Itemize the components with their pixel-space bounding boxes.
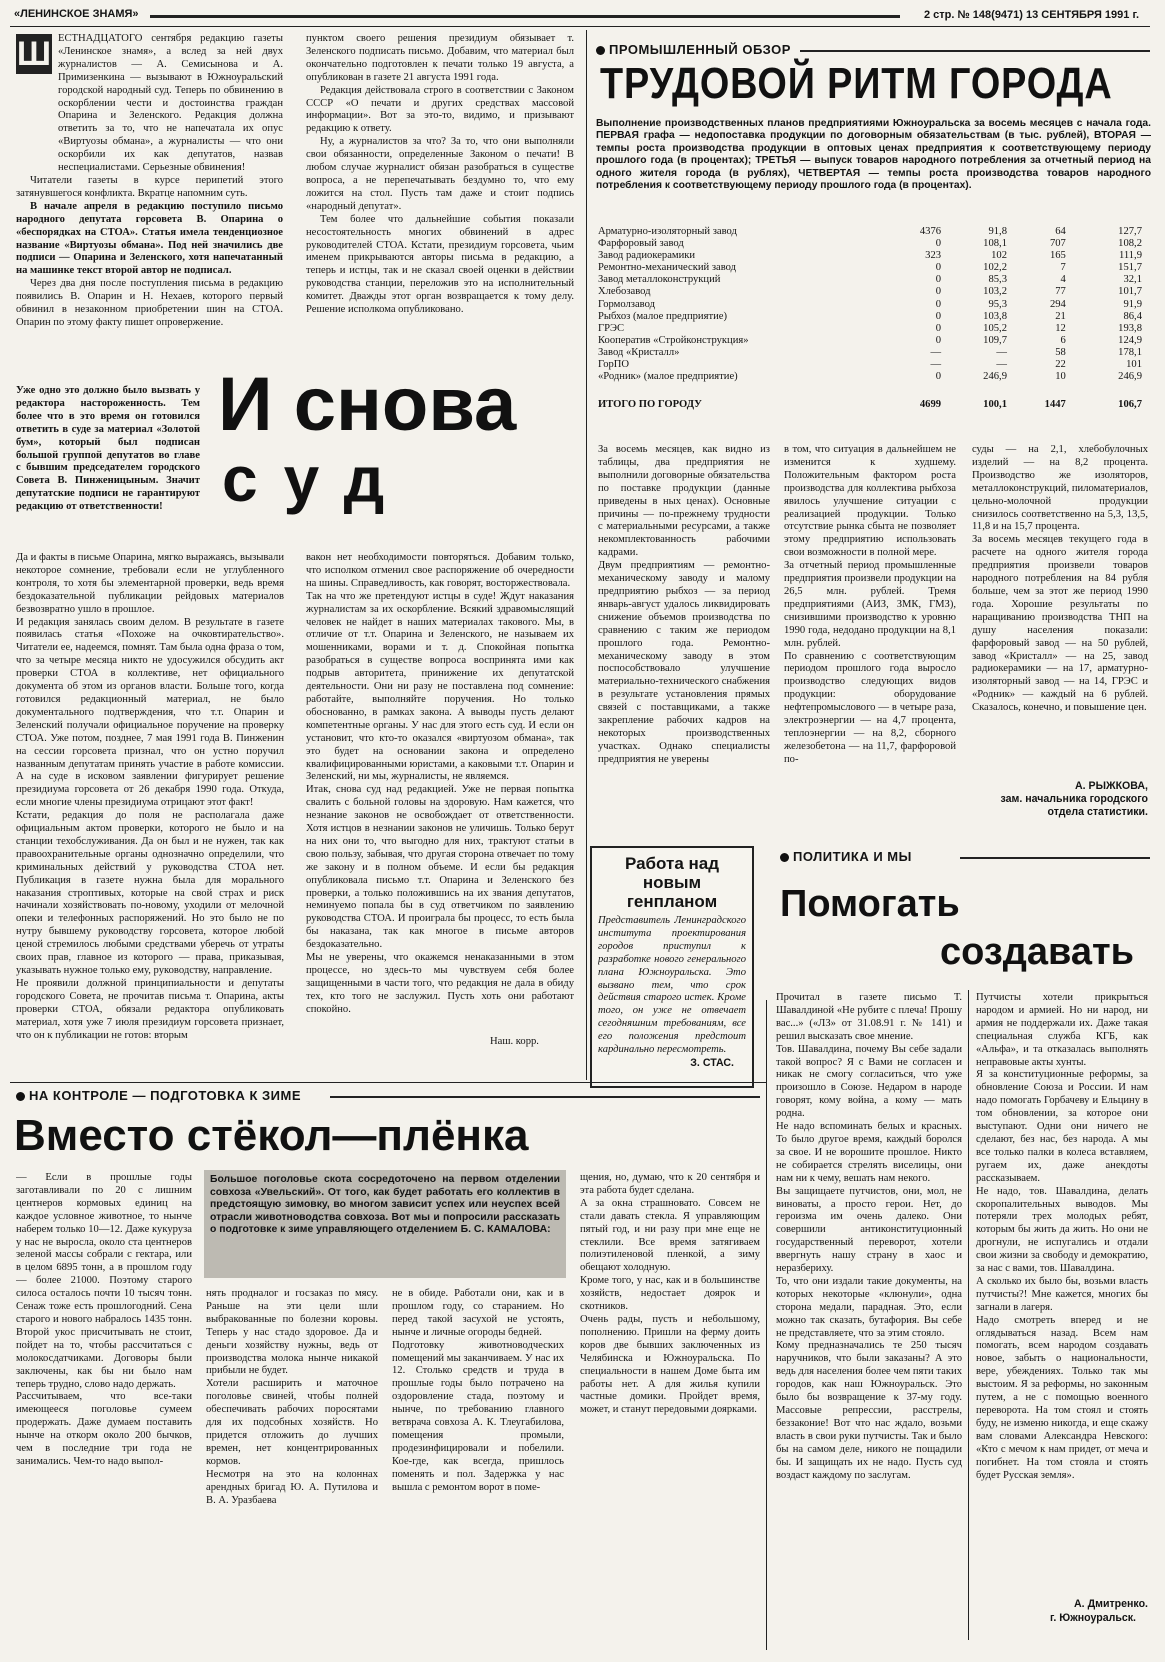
table-row bbox=[598, 299, 1146, 311]
table-row bbox=[598, 286, 1146, 298]
table-cell-c2: — bbox=[996, 359, 1007, 371]
article5-kicker-rule bbox=[330, 1096, 760, 1098]
enterprise-name: ГРЭС bbox=[598, 322, 625, 334]
table-cell-c4: 101 bbox=[1126, 359, 1142, 371]
paper-name: «ЛЕНИНСКОЕ ЗНАМЯ» bbox=[14, 8, 139, 20]
header-rule-bottom bbox=[10, 26, 1150, 27]
bullet-icon bbox=[780, 853, 789, 862]
enterprise-name: Кооператив «Стройконструкция» bbox=[598, 334, 749, 346]
bullet-icon bbox=[16, 1092, 25, 1101]
article1-col2-p1: пунктом своего решения президиум обязывает т. Зеленского подписать письмо. Добавим, что материал был окончательно подготовлен к печати только 19 августа, а опубликован в газете 21 августа 1991 года. bbox=[306, 33, 574, 83]
table-row bbox=[598, 250, 1146, 262]
article5-top-rule bbox=[10, 1082, 766, 1083]
article1-title-line1: И снова bbox=[218, 362, 517, 447]
article2-col1: За восемь месяцев, как видно из таблицы, два предприятия не выполнили договорные обязательства по поставке продукции (данные приведены в ных ценах). Основные причины — по-прежнему трудности с материальными ресурсами, а также некомплектованность рабочими кадрами. Двум предприятиям — ремонтно-механическому заводу и малому предприятию рыбхоз — за период январь-август удалось ликвидировать снижение объемов производства по сравнению с таким же периодом прошлого года. Ремонтно-механическому заводу в этом поспособствовало улучшение материально-технического снабжения в результате установления прямых связей с поставщиками, а также закрепление рабочих кадров на некоторых производственных участках. Однако специалисты предприятия не уверены bbox=[598, 444, 770, 765]
production-table-grid bbox=[598, 226, 1146, 383]
table-cell-c2: 85,3 bbox=[988, 274, 1007, 286]
article1-title-line2: суд bbox=[222, 443, 411, 515]
table-cell-c4: 193,8 bbox=[1118, 322, 1142, 334]
table-cell-c2: 246,9 bbox=[983, 371, 1007, 383]
table-cell-c4: 178,1 bbox=[1118, 346, 1142, 358]
article4-divider bbox=[968, 990, 969, 1640]
production-table-total bbox=[598, 399, 1146, 411]
article2-intro: Выполнение производственных планов предприятиями Южноуральска за восемь месяцев с начала года. ПЕРВАЯ графа — недопоставка продукции по договорным обязательствам (в тыс. рублей), ВТОРАЯ — темпы роста производства продукции в оптовых ценах предприятия к соответствующему периоду прошлого года (в процентах); ТРЕТЬЯ — выпуск товаров народного потребления за отчетный период на одного жителя города (в рублях), ЧЕТВЕРТАЯ — темпы роста производства товаров народного потребления к соответствующему периоду прошлого года (в процентах). bbox=[596, 118, 1151, 192]
table-cell-c1: 0 bbox=[935, 262, 942, 274]
article5-col3: не в обиде. Работали они, как и в прошлом году, со старанием. Но перед такой засухой не устоять, нынче и личные огороды бедней. Подготовку животноводческих помещений мы заканчиваем. У нас их 12. Столько средств и труда в прошлые годы было потрачено на оздоровление стада, поэтому и нынче, по требованию главного ветврача совхоза А. К. Тлеугабилова, помещения промыли, продезинфицировали и побелили. Кое-где, как всегда, пришлось поменять и пол. Задержка у нас вышла с ремонтом ворот в поме- bbox=[392, 1288, 564, 1493]
article2-sig-name: А. РЫЖКОВА, bbox=[1075, 780, 1148, 792]
table-cell-c1: — bbox=[930, 359, 942, 371]
table-row bbox=[598, 226, 1146, 238]
article4-title-line1: Помогать bbox=[780, 883, 960, 925]
article3-body: Представитель Ленинградского института проектирования городов приступил к разработке нового генерального плана Южноуральска. Это вызвано тем, что срок действия старого истек. Кроме того, он уже не отвечает сегодняшним требованиям, все его положения предстоит кардинально пересмотреть. bbox=[598, 915, 746, 1055]
table-cell-c3: 707 bbox=[1049, 238, 1066, 250]
table-row bbox=[598, 274, 1146, 286]
table-cell-c1: 0 bbox=[935, 298, 942, 310]
article2-kicker-rule bbox=[800, 50, 1150, 52]
table-cell-c3: 77 bbox=[1055, 286, 1066, 298]
table-cell-c3: 10 bbox=[1055, 371, 1066, 383]
article4-sig-city: г. Южноуральск. bbox=[1049, 1612, 1136, 1624]
production-table bbox=[598, 226, 1146, 411]
table-row bbox=[598, 323, 1146, 335]
table-cell-c4: 32,1 bbox=[1123, 274, 1142, 286]
table-cell-c1: 0 bbox=[935, 238, 942, 250]
table-cell-c4: 124,9 bbox=[1118, 334, 1142, 346]
article1-p3: Через два дня после поступления письма в редакцию появились В. Опарин и Н. Нехаев, которого первый обвинил в незаконном приобретении шин на СТОА. Опарин по этому факту пишет опровержение. bbox=[16, 278, 283, 328]
table-row bbox=[598, 371, 1146, 383]
enterprise-name: Завод «Кристалл» bbox=[598, 346, 680, 358]
article2-title: ТРУДОВОЙ РИТМ ГОРОДА bbox=[600, 59, 1113, 108]
table-row-total bbox=[598, 399, 1146, 411]
total-c2: 100,1 bbox=[983, 399, 1007, 411]
article1-col1-lower: Уже одно это должно было вызвать у редактора настороженность. Тем более что в это время он готовился ответить в суде за материал «Золотой бум», который был подписан большой группой депутатов во главе с бывшим председателем городского Совета В. Пинженицыным. Значит депутатские подписи не гарантируют редакцию от ответственности! bbox=[16, 385, 200, 513]
table-cell-c4: 127,7 bbox=[1118, 226, 1142, 237]
article1-col2-top bbox=[306, 33, 574, 363]
table-cell-c2: 91,8 bbox=[988, 226, 1007, 237]
table-cell-c3: 4 bbox=[1060, 274, 1066, 286]
article4-kicker: ПОЛИТИКА И МЫ bbox=[780, 849, 912, 864]
table-cell-c3: 64 bbox=[1055, 226, 1066, 237]
table-cell-c4: 111,9 bbox=[1118, 250, 1142, 262]
table-cell-c3: 165 bbox=[1049, 250, 1066, 262]
page-info: 2 стр. № 148(9471) 13 СЕНТЯБРЯ 1991 г. bbox=[923, 9, 1139, 21]
article4-col2: Путчисты хотели прикрыться народом и армией. Но ни народ, ни армия не поддержали их. Даже такая специальная служба КГБ, как «Альфа», и та отказалась выполнять неправовые акты хунты. Я за конституционные реформы, за обновление Союза и России. И нам надо помогать Горбачеву и Ельцину в том обновлении, за которое они выступают. Одни они ничего не сделают, без нас, без народа. А мы все только палки в колеса вставляем, ругаем их, даже анекдоты рассказываем. Не надо, тов. Шавалдина, делать скоропалительных выводов. Мы потеряли трех молодых ребят, которым бы жить да жить. Но они не дрогнули, не испугались и отдали свои жизни за свободу и демократию, за нас с вами, тов. Шавалдина. А сколько их было бы, возьми власть путчисты?! Мне кажется, многих бы загнали в лагеря. Надо смотреть вперед и не оглядываться назад. Всем нам помогать, всем народом создавать новое, забыть о национальности, вере, убеждениях. Только так мы выстоим. Я за реформы, но законным путем, а не с помощью военного переворота. На том стоял и стоять буду, не изменю никогда, и еще скажу вам словами Александра Невского: «Кто с мечом к нам придет, от меча и погибнет. На том стояла и стоять будет Русская земля». bbox=[976, 992, 1148, 1481]
table-cell-c3: 22 bbox=[1055, 359, 1066, 371]
article1-p1: Читатели газеты в курсе перипетий этого затянувшегося конфликта. Вкратце напомним суть. bbox=[16, 174, 283, 199]
table-cell-c1: — bbox=[930, 346, 942, 358]
table-cell-c2: 103,8 bbox=[983, 310, 1007, 322]
table-row bbox=[598, 347, 1146, 359]
table-cell-c3: 6 bbox=[1060, 334, 1066, 346]
article2-col3: суды — на 2,1, хлебобулочных изделий — на 8,2 процента. Производство же изоляторов, металлоконструкций, пиломатериалов, цельно-молочной продукции снизилось соответственно на 5,3, 13,5, 11,8 и на 15,7 процента. За восемь месяцев текущего года в расчете на одного жителя города предприятия произвели товаров народного потребления на 84 рубля больше, чем за этот же период 1990 года. Хорошие результаты по наращиванию производства ТНП на душу населения показали: фарфоровый завод — на 50 рублей, завод «Кристалл» — на 25, завод радиокерамики — на 17, арматурно-изоляторный завод — на 14, ГРЭС и «Родник» — каждый на 6 рублей. Сказалось, конечно, и повышение цен. bbox=[972, 444, 1148, 714]
table-cell-c1: 0 bbox=[935, 274, 942, 286]
table-row bbox=[598, 238, 1146, 250]
table-cell-c3: 21 bbox=[1055, 310, 1066, 322]
enterprise-name: Завод металлоконструкций bbox=[598, 274, 721, 286]
total-c3: 1447 bbox=[1044, 399, 1066, 411]
table-cell-c2: 102,2 bbox=[983, 262, 1007, 274]
article5-kicker: НА КОНТРОЛЕ — ПОДГОТОВКА К ЗИМЕ bbox=[16, 1088, 301, 1103]
total-name: ИТОГО ПО ГОРОДУ bbox=[598, 399, 702, 411]
article5-title: Вместо стёкол—плёнка bbox=[14, 1111, 529, 1160]
table-cell-c3: 7 bbox=[1060, 262, 1066, 274]
enterprise-name: Хлебозавод bbox=[598, 286, 651, 298]
table-cell-c4: 108,2 bbox=[1118, 238, 1142, 250]
enterprise-name: Гормолзавод bbox=[598, 298, 655, 310]
table-cell-c4: 101,7 bbox=[1118, 286, 1142, 298]
article4-kicker-rule bbox=[960, 857, 1150, 859]
article4-title-line2: создавать bbox=[940, 931, 1134, 973]
drop-cap: Ш bbox=[16, 35, 52, 73]
table-cell-c1: 0 bbox=[935, 371, 942, 383]
article5-col2: нять продналог и госзаказ по мясу. Раньше на эти цели шли выбракованные по болезни коровы. Теперь у нас стадо здоровое. Да и деньги хозяйству нужны, ведь от производства молока нынче никакой прибыли не будет. Хотели расширить и маточное поголовье свиней, чтобы полней обеспечивать рабочих поросятами для их подсобных хозяйств. Но придется отложить до лучших времен, нет концентрированных кормов. Несмотря на это на колоннах арендных бригад Ю. А. Путилова и В. А. Уразбаева bbox=[206, 1288, 378, 1506]
article4-left-divider bbox=[766, 1000, 767, 1650]
table-cell-c3: 58 bbox=[1055, 346, 1066, 358]
article1-below-right: вакон нет необходимости повторяться. Добавим только, что исполком отменил свое распоряжение об очередности на шины. Справедливость, как говорят, восторжествовала. Так на что же претендуют истцы в суде! Ждут наказания журналистам за их оскорбление. Всякий здравомыслящий человек не найдет в наших материалах такового. Мы, в отличие от т.т. Опарина и Зеленского, не называем их мошенниками, ворами и т. д. Спокойная попытка разобраться в существе вопроса воспринята ими как подрыв авторитета, принижение их депутатской деятельности. Они ни разу не поставлена под сомнение: работайте, выполняйте поручения. Но только обоснованно, в рамках закона. А выводы пусть делают компетентные органы. У нас для этого есть суд. И если он установит, что кто-то оказался «виртуозом обмана», так это будет на основании закона и определено квалифицированными юристами, а каковыми т.т. Опарин и Зеленский, ни мы, журналисты, не являемся. Итак, снова суд над редакцией. Уже не первая попытка свалить с больной головы на здоровую. Нам кажется, что незнание законов не освобождает от ответственности. Хотя истцов в незнании законов не уличишь. Только берут на них они то, что выгодно для них, трактуют статьи в свою пользу, забывая, что другая сторона отвечает по тому же закону и в полном объеме. И если бы редакция опубликовала письмо т.т. Опарина и Зеленского без проверки, а только положившись на их звания депутатов, неминуемо попала бы в суд ответчиком по заявлению руководства СТОА. И проиграла бы процесс, то есть была бы наказана, так как многое в письме авторов бездоказательно. Мы не уверены, что окажемся ненаказанными в этом процессе, но здесь-то мы чувствуем себя более защищенными в части того, что редакция не дала в обиду тех, кто того не заслужил. Пусть хоть они работают спокойно. bbox=[306, 552, 574, 1015]
table-cell-c2: 102 bbox=[991, 250, 1007, 262]
bullet-icon bbox=[596, 46, 605, 55]
table-cell-c1: 323 bbox=[925, 250, 942, 262]
article1-col2-p2: Редакция действовала строго в соответствии с Законом СССР «О печати и других средствах массовой информации». Вот за это-то, видимо, и призывают редакцию к ответу. bbox=[306, 84, 574, 135]
total-c4: 106,7 bbox=[1118, 399, 1142, 411]
table-cell-c2: 109,7 bbox=[983, 334, 1007, 346]
header-rule bbox=[150, 15, 900, 18]
article2-col2: в том, что ситуация в дальнейшем не изменится к худшему. Положительным фактором роста производства для коллектива рыбхоза явилось улучшение ситуации с реализацией продукции. Только отсутствие рынка сбыта не позволяет этому предприятию использовать свои возможности в полной мере. За отчетный период промышленные предприятия произвели продукции на 26,5 млн. рублей. Тремя предприятиями (АИЗ, ЗМК, ГМЗ), снизившими производство к уровню 1990 года, недодано продукции на 8,1 млн. рублей. По сравнению с соответствующим периодом прошлого года выросло производство следующих видов продукции: оборудование нефтепромыслового — в четыре раза, электроэнергии — на 4,7 процента, теплоэнергии — на 8,2, сборного железобетона — на 11,7, фарфоровой по- bbox=[784, 444, 956, 765]
enterprise-name: ГорПО bbox=[598, 359, 630, 371]
article1-lead: ЕСТНАДЦАТОГО сентября редакцию газеты «Ленинское знамя», а вслед за ней двух журналистов — А. Семисынова и А. Примизенкина — вызывают в Южноуральский городской народный суд. Теперь по обвинению в оскорблении чести и достоинства граждан Опарина и Зеленского. Редакция должна ответить за то, что не напечатала их опус «Виртуозы обмана», а журналисты — что они оскорбили их как депутатов, назвав неспециалистами. Серьезные обвинения! bbox=[58, 33, 283, 174]
enterprise-name: Завод радиокерамики bbox=[598, 250, 696, 262]
table-row bbox=[598, 311, 1146, 323]
table-cell-c2: 108,1 bbox=[983, 238, 1007, 250]
article2-kicker: ПРОМЫШЛЕННЫЙ ОБЗОР bbox=[596, 42, 791, 57]
article3-signature: З. СТАС. bbox=[690, 1057, 734, 1069]
table-cell-c3: 294 bbox=[1049, 298, 1066, 310]
enterprise-name: Арматурно-изоляторный завод bbox=[598, 226, 737, 237]
table-row bbox=[598, 335, 1146, 347]
article4-col1: Прочитал в газете письмо Т. Шавалдиной «Не рубите с плеча! Прошу вас...» («ЛЗ» от 31.08.91 г. № 141) и решил высказать свое мнение. Тов. Шавалдина, почему Вы себе задали такой вопрос? Я с Вами не согласен и никак не смогу согласиться, что уже произошло в Союзе. Недаром в народе говорят, кому война, а кому — мать родна. Не надо вспоминать белых и красных. То было другое время, каждый боролся за свое. И не ворошите прошлое. Никто не собирается стрелять виселицы, они нам ни к чему, вешать нам некого. Вы защищаете путчистов, они, мол, не виноваты, а просто герои. Нет, до героизма им очень далеко. Они совершили антиконституционный государственный переворот, хотели ввергнуть нашу страну в хаос и неразбериху. То, что они издали такие документы, на которых некоторые «клюнули», одна сторона медали, парадная. Это, если можно так сказать, бутафория. Вы себе не представляете, что за этим стояло. Кому предназначались те 250 тысяч наручников, что были заказаны? А это ведь для населения более чем пяти таких городов, как наш Южноуральск. Это было бы возвращение к 37-му году. Массовые репрессии, расстрелы, беззаконие! Вот что нас ждало, возьми власть в свои руки путчисты. Так и было бы на самом деле, никого не пощадили бы. И защищать их не надо. Пусть суд воздаст каждому по заслугам. bbox=[776, 992, 962, 1481]
table-row bbox=[598, 359, 1146, 371]
table-row bbox=[598, 262, 1146, 274]
article5-intro-box: Большое поголовье скота сосредоточено на первом отделении совхоза «Увельский». От того, как будет работать его коллектив в предстоящую зимовку, во многом зависит успех или неуспех всей отрасли животноводства совхоза. Вот мы и попросили рассказать о подготовке к зиме управляющего отделением Б. С. КАМАЛОВА: bbox=[204, 1170, 566, 1278]
enterprise-name: Ремонтно-механический завод bbox=[598, 262, 737, 274]
table-cell-c2: 103,2 bbox=[983, 286, 1007, 298]
article4-sig-name: А. Дмитренко. bbox=[1074, 1598, 1148, 1610]
enterprise-name: Фарфоровый завод bbox=[598, 238, 684, 250]
table-cell-c1: 0 bbox=[935, 310, 942, 322]
article5-col1: — Если в прошлые годы заготавливали по 20 с лишним центнеров кормовых единиц на каждое условное животное, то нынче наберем только 10—12. Даже кукуруза у нас не выросла, около ста центнеров зеленой массы собрали с гектара, или в целом 6895 тонн, а в прошлом году — более 21000. Поэтому старого силоса осталось почти 10 тысяч тонн. Сенаж тоже есть прошлогодний. Сена старого и нового набралось 1435 тонн. Второй укос присчитывать не стоит, пойдет на то, чтобы рассчитаться с молокосдатчиками. Договоры были заключены, как бы ни было нам теперь трудно, слово надо держать. Рассчитываем, что все-таки имеющееся поголовье сумеем продержать. Даже думаем поставить нынче на откорм около 200 бычков, чем в последние три года не занимались. Чем-то надо выпол- bbox=[16, 1172, 192, 1467]
total-c1: 4699 bbox=[919, 399, 942, 411]
table-cell-c1: 0 bbox=[935, 322, 942, 334]
article2-sig-role: зам. начальника городского отдела статистики. bbox=[1000, 793, 1148, 818]
column-divider bbox=[586, 30, 587, 1080]
table-cell-c4: 91,9 bbox=[1123, 298, 1142, 310]
table-cell-c1: 4376 bbox=[919, 226, 942, 237]
article1-p2: В начале апреля в редакцию поступило письмо народного депутата горсовета В. Опарина о «беспорядках на СТОА». Статья имела тенденциозное название «Виртуозы обмана». Под ней значились две подписи — Опарина и Зеленского, хотя напечатанный на машинке текст второй автор не подписал. bbox=[16, 200, 283, 277]
enterprise-name: Рыбхоз (малое предприятие) bbox=[598, 310, 727, 322]
article5-col4: щения, но, думаю, что к 20 сентября и эта работа будет сделана. А за окна страшновато. Совсем не стали давать стекла. Я управляющим пятый год, и ни разу при мне еще не стеклили. Все время затягиваем полиэтиленовой пленкой, а зиму обещают холодную. Кроме того, у нас, как и в большинстве хозяйств, недостает доярок и скотников. Очень рады, пусть и небольшому, пополнению. Пришли на ферму доить коров две бывших заключенных из Челябинска и Южноуральска. По специальности в нашем Доме быта им работы нет. А для жилья купили частные домики. Пройдет время, может, и станут передовыми доярками. bbox=[580, 1172, 760, 1416]
article1-col2-p3: Ну, а журналистов за что? За то, что они выполняли свои обязанности, определенные Законом о печати! В любом случае журналист обязан разобраться в существе вопроса, а не перепечатывать бездумно то, что ему ложится на стол. Пусть там даже и стоит подпись «народный депутат». bbox=[306, 136, 574, 212]
article3-box bbox=[590, 846, 754, 1088]
table-cell-c3: 12 bbox=[1055, 322, 1066, 334]
table-cell-c4: 246,9 bbox=[1118, 371, 1142, 383]
article1-col1-top bbox=[16, 33, 283, 363]
table-cell-c2: 105,2 bbox=[983, 322, 1007, 334]
article1-signature: Наш. корр. bbox=[490, 1036, 539, 1047]
article3-title: Работа над новым генпланом bbox=[624, 854, 720, 911]
table-cell-c1: 0 bbox=[935, 334, 942, 346]
table-cell-c2: — bbox=[996, 346, 1007, 358]
table-cell-c1: 0 bbox=[935, 286, 942, 298]
article1-below-left: Да и факты в письме Опарина, мягко выражаясь, вызывали некоторое сомнение, требовали если не углубленного контроля, то хотя бы элементарной проверки, ведь время бездоказательной публикации рейдовых материалов безвозвратно ушло в прошлое. И редакция занялась своим делом. В результате в газете появилась статья «Похоже на очковтирательство». Читатели ее, надеемся, помнят. Там была одна фраза о том, что за четыре месяца никто не удосужился обсудить акт проверки СТОА в коллективе, нет официального документа об этом из органов власти. Больше того, когда готовился редакционный материал, не было документального подтверждения, что т.т. Опарин и Зеленский получали официальное поручение на проверку СТОА. Уже потом, позднее, 7 мая 1991 года В. Пинженин на сессии горсовета признал, что он устно поручил названным депутатам принять участие в работе комиссии. А на суде в исковом заявлении фигурирует решение президиума горсовета от 26 декабря 1990 года. Откуда, если многие члены президиума отрицают этот факт! Кстати, редакция до поля не располагала даже официальным актом проверки, которого не было и на станции техобслуживания. Да он был и не нужен, так как правоохранительные органы однозначно определили, что криминальных действий у руководства СТОА нет. Публикация в газете нужна была для морального наказания строптивых, которые на свой страх и риск начинали хозяйствовать по-новому, уходили от мелочной опеки и телефонных распоряжений. Но это было не по нутру бывшему руководству горсовета, которое любой ценой стремилось любыми средствами уберечь от утраты своих прав, главное из которого — права, приказывая, указывать нужное только ему, руководству, направление. Не проявили должной принципиальности и депутаты городского Совета, не прочитав письма т. Опарина, акты проверки СТОА, обязали редактора опубликовать материал, хотя уже 7 июля президиум горсовета признает, что он к публикации не готов: вторым bbox=[16, 552, 284, 1041]
article1-col2-p4: Тем более что дальнейшие события показали несостоятельность многих обвинений в адрес руководителей СТОА. Кстати, президиум горсовета, чьим именем прикрываются авторы письма в редакцию, а теперь и истцы, так и не сказал своей оценки в действии руководства станции, переложив это на исполнительный комитет. Дважды этот орган возвращается к тому делу. Решение исполкома опубликовано. bbox=[306, 213, 574, 316]
enterprise-name: «Родник» (малое предприятие) bbox=[598, 371, 738, 383]
table-cell-c4: 86,4 bbox=[1123, 310, 1142, 322]
table-cell-c2: 95,3 bbox=[988, 298, 1007, 310]
table-cell-c4: 151,7 bbox=[1118, 262, 1142, 274]
